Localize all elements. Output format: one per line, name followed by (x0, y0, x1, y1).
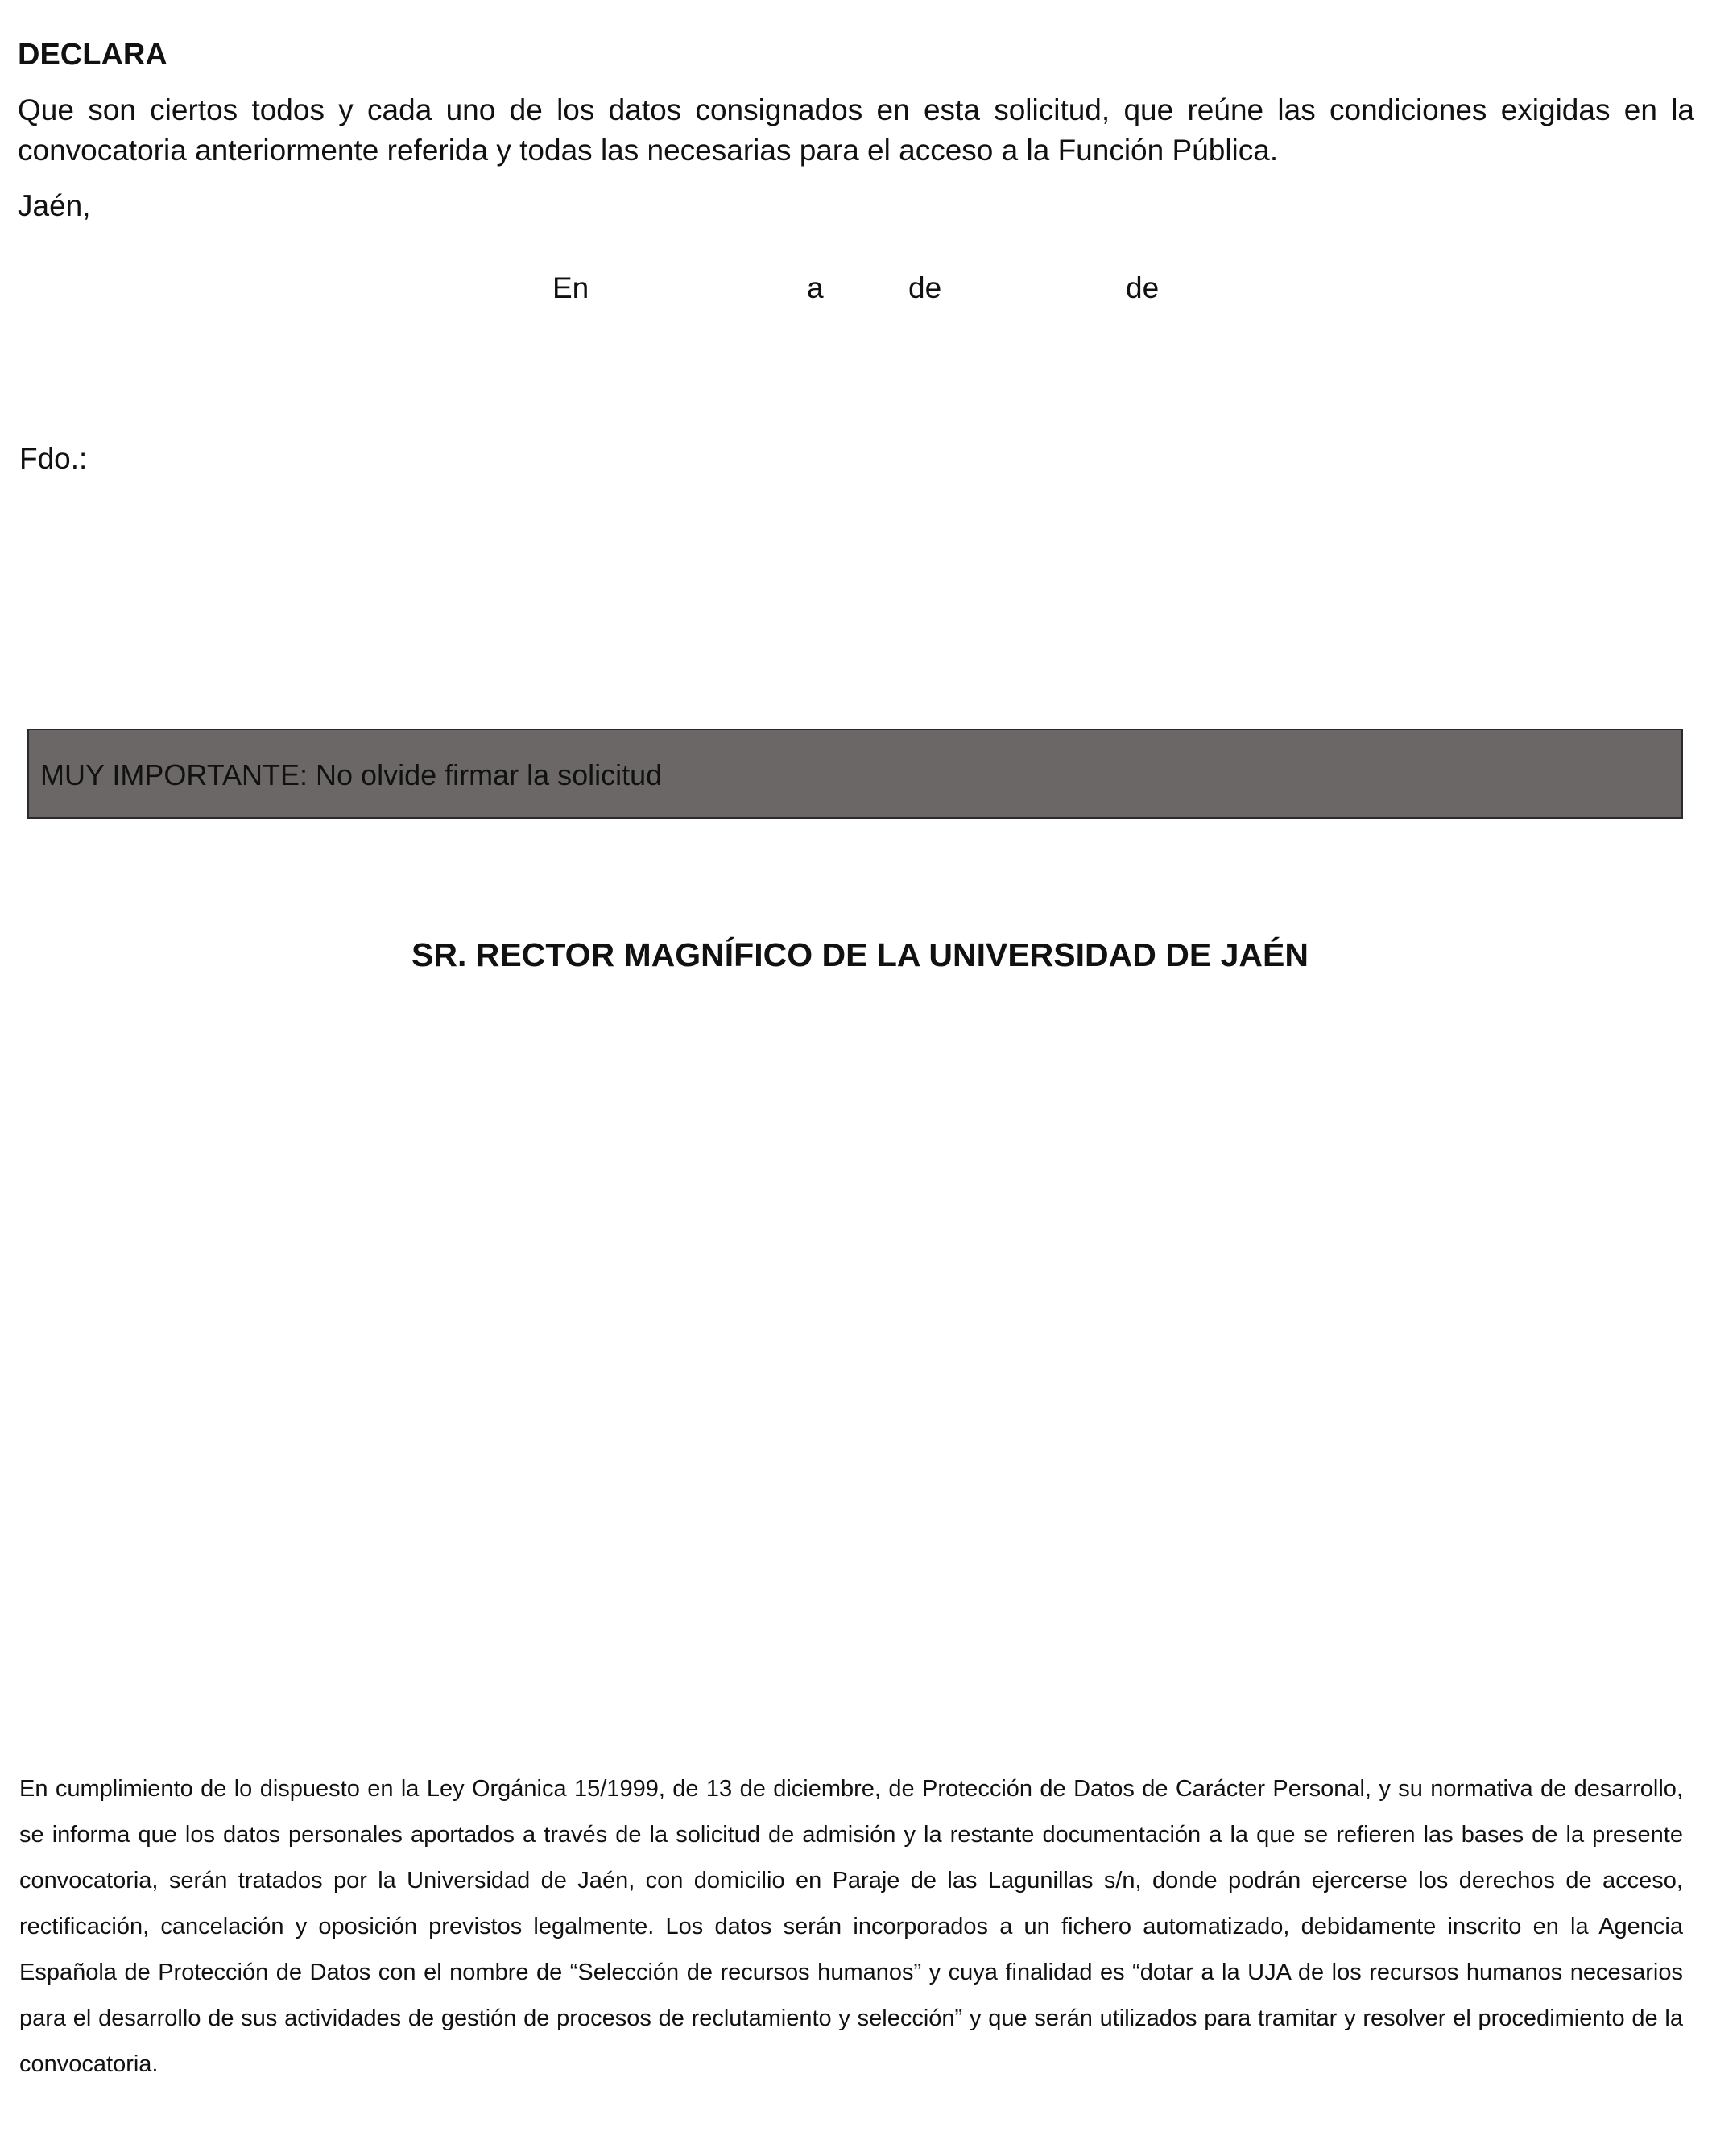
important-notice-text: MUY IMPORTANTE: No olvide firmar la solicitud (40, 758, 663, 791)
city-label: Jaén, (18, 189, 91, 222)
signature-label: Fdo.: (19, 442, 88, 475)
privacy-notice: En cumplimiento de lo dispuesto en la Ley Orgánica 15/1999, de 13 de diciembre, de Protección de Datos de Carácter Personal, y su normativa de desarrollo, se informa que los datos personales aportados a través de la solicitud de admisión y la restante documentación a la que se refieren las bases de la presente convocatoria, serán tratados por la Universidad de Jaén, con domicilio en Paraje de las Lagunillas s/n, donde podrán ejercerse los derechos de acceso, rectificación, cancelación y oposición previstos legalmente. Los datos serán incorporados a un fichero automatizado, debidamente inscrito en la Agencia Española de Protección de Datos con el nombre de “Selección de recursos humanos” y cuya finalidad es “dotar a la UJA de los recursos humanos necesarios para el desarrollo de sus actividades de gestión de procesos de reclutamiento y selección” y que serán utilizados para tramitar y resolver el procedimiento de la convocatoria. (19, 1776, 1683, 2077)
date-word-a: a (807, 271, 824, 304)
addressee-title: SR. RECTOR MAGNÍFICO DE LA UNIVERSIDAD DE JAÉN (411, 936, 1309, 973)
important-notice-box (27, 729, 1683, 819)
declaration-text: Que son ciertos todos y cada uno de los datos consignados en esta solicitud, que reúne las condiciones exigidas en la convocatoria anteriormente referida y todas las necesarias para el acceso a la Función Pública. (18, 93, 1694, 167)
date-word-de-2: de (1126, 271, 1160, 304)
date-word-en: En (552, 271, 589, 304)
date-word-de-1: de (908, 271, 942, 304)
section-heading: DECLARA (18, 38, 167, 72)
